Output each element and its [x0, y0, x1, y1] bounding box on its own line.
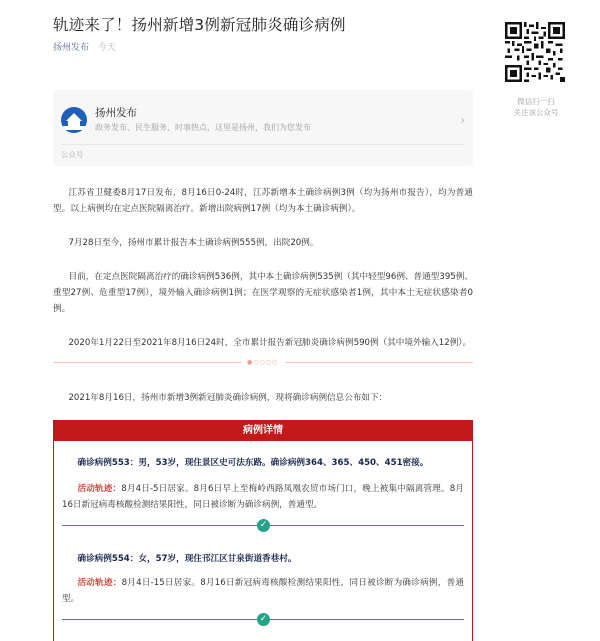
case-item — [54, 455, 472, 533]
case-title: 确诊病例554：女，57岁，现住邗江区甘泉街道香巷村。 — [77, 554, 297, 564]
article-meta — [53, 42, 473, 54]
intro-paragraph: 2021年8月16日，扬州市新增3例新冠肺炎确诊病例，现将确诊病例信息公布如下： — [68, 393, 388, 403]
author-link[interactable]: 扬州发布 — [53, 43, 90, 53]
article-title: 轨迹来了！扬州新增3例新冠肺炎确诊病例 — [53, 16, 346, 34]
trail-label: 活动轨迹： — [77, 484, 122, 494]
paragraph-2: 7月28日至今，扬州市累计报告本土确诊病例555例，出院20例。 — [68, 238, 319, 248]
profile-text — [95, 106, 453, 134]
profile-header[interactable] — [61, 100, 465, 140]
paragraph-1: 江苏省卫健委8月17日发布，8月16日0-24时，江苏新增本土确诊病例3例（均为扬州市报告），均为普通型。以上病例均在定点医院隔离治疗。新增出院病例17例（均为本土确诊病例）。 — [53, 188, 473, 214]
qr-caption-line2: 关注该公众号 — [513, 108, 559, 117]
paragraph-4: 2020年1月22日至2021年8月16日24时，全市累计报告新冠肺炎确诊病例590例（其中境外输入12例）。 — [68, 338, 472, 348]
case-trail — [62, 481, 464, 513]
profile-name: 扬州发布 — [95, 107, 137, 119]
profile-type-label: 公众号 — [61, 150, 84, 159]
chevron-right-icon[interactable]: › — [460, 113, 465, 127]
article — [53, 0, 473, 641]
case-title: 确诊病例553：男，53岁，现住景区史可法东路。确诊病例364、365、450、451密接。 — [77, 458, 429, 468]
check-circle-icon: ✓ — [257, 613, 270, 626]
publish-date: 今天 — [97, 43, 116, 53]
paragraph-3: 目前，在定点医院隔离治疗的确诊病例536例，其中本土确诊病例535例（其中轻型96例、普通型395例、重型27例、危重型17例），境外输入确诊病例1例；在医学观察的无症状感染者1例，其中本土无症状感染者0例。 — [53, 272, 473, 314]
case-divider — [62, 613, 464, 627]
qr-caption — [500, 96, 572, 118]
case-box-header: 病例详情 — [54, 421, 472, 441]
qr-caption-line1: 微信扫一扫 — [517, 97, 555, 106]
separator-dots: ●○○○○ — [247, 359, 279, 366]
qr-sidebar — [500, 22, 572, 118]
trail-text: 8月4日-15日居家。8月16日新冠病毒核酸检测结果阳性，同日被诊断为确诊病例，普通型。 — [62, 578, 464, 604]
case-item — [54, 551, 472, 627]
case-divider — [62, 519, 464, 533]
section-separator — [53, 356, 473, 370]
trail-text: 8月4日-5日居家。8月6日早上至梅岭西路凤凰农贸市场门口，晚上被集中隔离管理。8月16日新冠病毒核酸检测结果阳性，同日被诊断为确诊病例，普通型。 — [62, 484, 464, 510]
profile-description: 政务发布、民生服务、时事热点，这里是扬州，我们为您发布 — [95, 123, 311, 132]
trail-label: 活动轨迹： — [77, 578, 122, 588]
case-trail — [62, 575, 464, 607]
profile-divider — [61, 144, 465, 145]
account-profile-card[interactable] — [53, 90, 473, 166]
qr-code-icon — [505, 22, 565, 82]
case-details-box — [53, 420, 473, 641]
account-avatar — [61, 107, 87, 133]
check-circle-icon: ✓ — [257, 519, 270, 532]
